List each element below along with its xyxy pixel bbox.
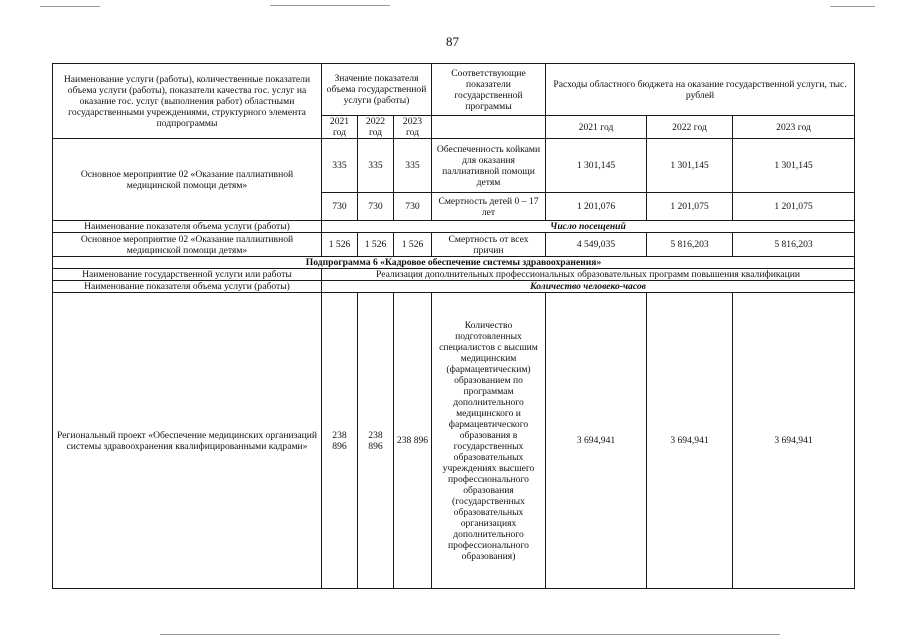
header-name: Наименование услуги (работы), количественные показатели объема услуги (работы), показатели качества гос. услуг на оказание гос. услуг (выполнения работ) областными государственными учреждениями, структурного элемента подпрограммы xyxy=(53,64,322,139)
cell-expense: 4 549,035 xyxy=(546,233,647,257)
year-expense-2023: 2023 год xyxy=(733,116,855,139)
volume-label-value: Количество человеко-часов xyxy=(322,281,855,293)
row-name: Региональный проект «Обеспечение медицинских организаций системы здравоохранения квалифицированными кадрами» xyxy=(53,293,322,589)
cell-expense: 3 694,941 xyxy=(647,293,733,589)
scan-mark-top-left xyxy=(40,6,100,7)
year-volume-2021: 2021 год xyxy=(322,116,358,139)
year-indicator-blank xyxy=(432,116,546,139)
budget-table xyxy=(52,63,855,589)
header-expenses: Расходы областного бюджета на оказание государственной услуги, тыс. рублей xyxy=(546,64,855,116)
cell-value: 730 xyxy=(358,193,394,221)
row-name: Основное мероприятие 02 «Оказание паллиативной медицинской помощи детям» xyxy=(53,139,322,221)
cell-expense: 3 694,941 xyxy=(546,293,647,589)
cell-value: 730 xyxy=(322,193,358,221)
cell-expense: 1 201,076 xyxy=(546,193,647,221)
service-value: Реализация дополнительных профессиональных образовательных программ повышения квалификации xyxy=(322,269,855,281)
cell-value: 1 526 xyxy=(358,233,394,257)
cell-expense: 1 201,075 xyxy=(647,193,733,221)
year-volume-2023: 2023 год xyxy=(394,116,432,139)
volume-label-row xyxy=(53,221,855,233)
cell-expense: 5 816,203 xyxy=(733,233,855,257)
cell-indicator: Обеспеченность койками для оказания паллиативной помощи детям xyxy=(432,139,546,193)
cell-value: 335 xyxy=(358,139,394,193)
scan-mark-top-mid xyxy=(270,5,390,6)
volume-label-row xyxy=(53,281,855,293)
cell-value: 335 xyxy=(322,139,358,193)
cell-expense: 5 816,203 xyxy=(647,233,733,257)
cell-expense: 3 694,941 xyxy=(733,293,855,589)
cell-value: 1 526 xyxy=(322,233,358,257)
scan-mark-bottom xyxy=(160,634,780,635)
table-row xyxy=(53,293,855,589)
cell-value: 730 xyxy=(394,193,432,221)
year-expense-2022: 2022 год xyxy=(647,116,733,139)
subprogram-row xyxy=(53,257,855,269)
table-row xyxy=(53,139,855,193)
header-row xyxy=(53,64,855,116)
cell-indicator: Количество подготовленных специалистов с высшим медицинским (фармацевтическим) образованием по программам дополнительного медицинского и фармацевтического образования в государственных образовательных учреждениях высшего профессионального образования (государственных образовательных организациях дополнительного профессионального образования) xyxy=(432,293,546,589)
cell-value: 335 xyxy=(394,139,432,193)
cell-value: 1 526 xyxy=(394,233,432,257)
cell-expense: 1 301,145 xyxy=(733,139,855,193)
header-volume: Значение показателя объема государственной услуги (работы) xyxy=(322,64,432,116)
cell-value: 238 896 xyxy=(358,293,394,589)
volume-label: Наименование показателя объема услуги (работы) xyxy=(53,281,322,293)
year-volume-2022: 2022 год xyxy=(358,116,394,139)
cell-expense: 1 301,145 xyxy=(647,139,733,193)
cell-expense: 1 301,145 xyxy=(546,139,647,193)
scan-mark-top-right xyxy=(830,6,875,7)
subprogram-title: Подпрограмма 6 «Кадровое обеспечение системы здравоохранения» xyxy=(53,257,855,269)
row-name: Основное мероприятие 02 «Оказание паллиативной медицинской помощи детям» xyxy=(53,233,322,257)
cell-value: 238 896 xyxy=(394,293,432,589)
table-row xyxy=(53,233,855,257)
year-expense-2021: 2021 год xyxy=(546,116,647,139)
service-row xyxy=(53,269,855,281)
cell-indicator: Смертность детей 0 – 17 лет xyxy=(432,193,546,221)
header-indicator: Соответствующие показатели государственной программы xyxy=(432,64,546,116)
volume-label-value: Число посещений xyxy=(322,221,855,233)
page-number: 87 xyxy=(446,34,459,49)
cell-indicator: Смертность от всех причин xyxy=(432,233,546,257)
cell-value: 238 896 xyxy=(322,293,358,589)
cell-expense: 1 201,075 xyxy=(733,193,855,221)
service-label: Наименование государственной услуги или работы xyxy=(53,269,322,281)
volume-label: Наименование показателя объема услуги (работы) xyxy=(53,221,322,233)
